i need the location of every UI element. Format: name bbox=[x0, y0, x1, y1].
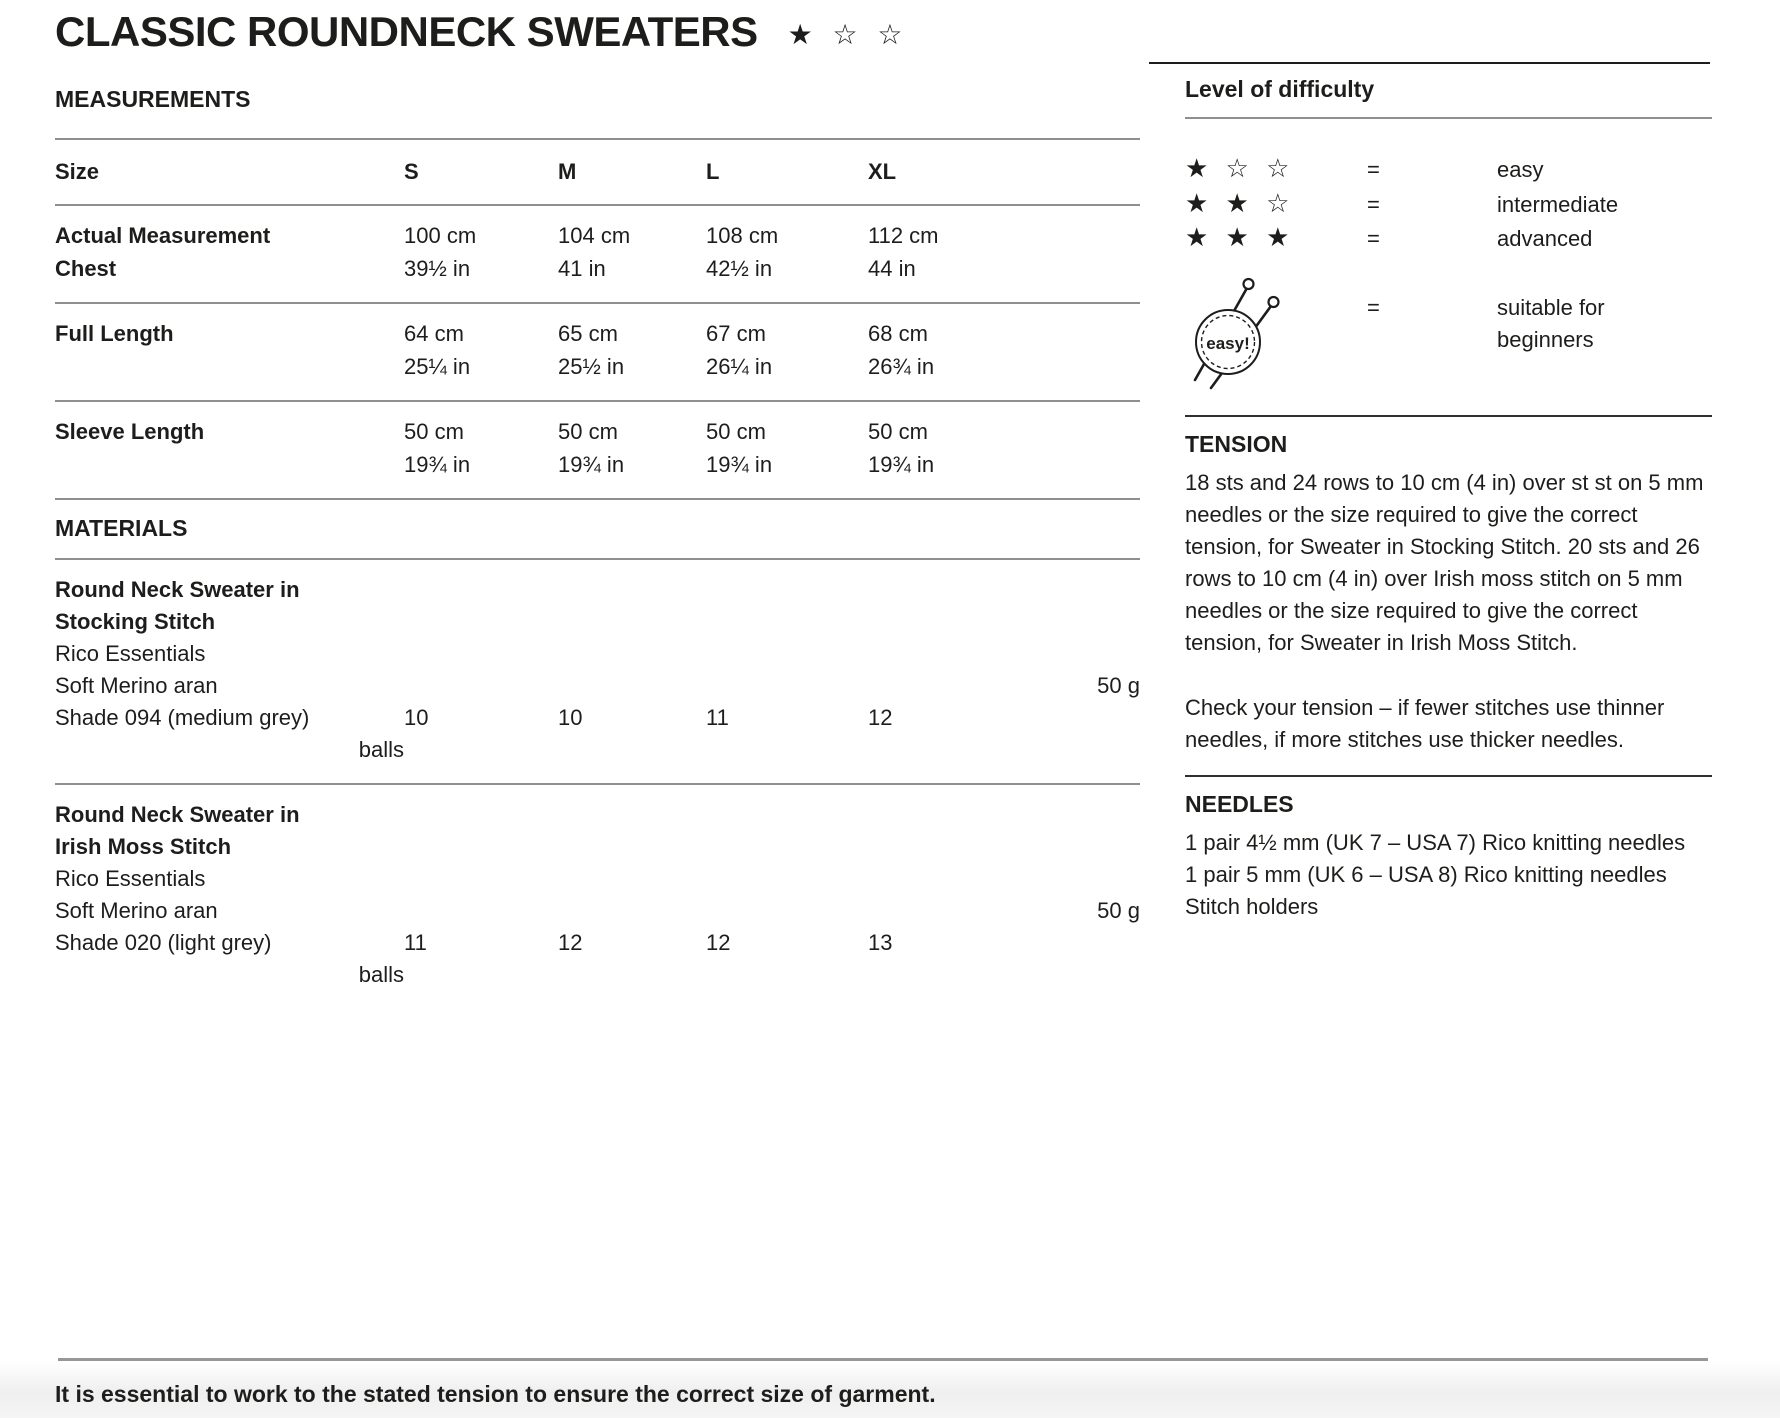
legend-label: intermediate bbox=[1497, 191, 1619, 217]
cell-value: 26¼ in bbox=[706, 354, 773, 379]
table-row-full-length bbox=[55, 304, 1140, 400]
cell-value: 50 cm bbox=[706, 419, 766, 444]
row-label bbox=[55, 448, 404, 481]
row-label: Sleeve Length bbox=[55, 419, 205, 444]
unit-weight: 50 g bbox=[1097, 673, 1140, 698]
title-row bbox=[55, 10, 1140, 54]
equals-sign: = bbox=[1367, 191, 1380, 217]
cell-value: 65 cm bbox=[558, 321, 618, 346]
yarn-ball-needles-icon bbox=[1185, 268, 1367, 399]
needle-item: 1 pair 5 mm (UK 6 – USA 8) Rico knitting needles bbox=[1185, 861, 1667, 887]
material-brand: Rico Essentials bbox=[55, 866, 206, 891]
size-label: Size bbox=[55, 159, 100, 184]
unit-weight: 50 g bbox=[1097, 898, 1140, 923]
legend-label: advanced bbox=[1497, 226, 1593, 251]
cell-value: 25¼ in bbox=[404, 354, 471, 379]
row-label: Chest bbox=[55, 256, 117, 281]
equals-sign: = bbox=[1367, 226, 1380, 251]
cell-value: 42½ in bbox=[706, 256, 773, 281]
tension-paragraph: 18 sts and 24 rows to 10 cm (4 in) over st st on 5 mm needles or the size required to give the correct tension, for Sweater in Stocking Stitch. 20 sts and 26 rows to 10 cm (4 in) over Irish moss stitch on 5 mm needles or the size required to give the correct tension, for Sweater in Irish Moss Stitch. bbox=[1185, 469, 1704, 655]
material-name: Stocking Stitch bbox=[55, 609, 216, 634]
material-yarn: Soft Merino aran bbox=[55, 898, 218, 923]
divider bbox=[1185, 415, 1712, 417]
needles-list bbox=[1185, 827, 1712, 923]
legend-row-intermediate bbox=[1185, 187, 1712, 222]
cell-value: 100 cm bbox=[404, 223, 477, 248]
equals-sign: = bbox=[1367, 157, 1380, 182]
cell-value: 67 cm bbox=[706, 321, 766, 346]
materials-block-irish-moss-stitch bbox=[55, 785, 1140, 1008]
cell-value: 50 cm bbox=[868, 419, 928, 444]
difficulty-legend bbox=[1185, 152, 1712, 256]
three-star-icon: ★ ★ ★ bbox=[1185, 222, 1295, 252]
quantity-m: 10 bbox=[558, 705, 583, 730]
one-star-icon: ★ ☆ ☆ bbox=[1185, 153, 1295, 183]
materials-heading: MATERIALS bbox=[55, 515, 188, 541]
unit-balls: balls bbox=[358, 737, 404, 762]
cell-value: 64 cm bbox=[404, 321, 464, 346]
difficulty-heading: Level of difficulty bbox=[1185, 76, 1375, 102]
footer-note: It is essential to work to the stated tension to ensure the correct size of garment. bbox=[55, 1381, 936, 1407]
needle-item: Stitch holders bbox=[1185, 893, 1319, 919]
cell-value: 19¾ in bbox=[404, 452, 471, 477]
cell-value: 19¾ in bbox=[558, 452, 625, 477]
cell-value: 44 in bbox=[868, 256, 916, 281]
tension-heading: TENSION bbox=[1185, 430, 1288, 457]
legend-row-easy bbox=[1185, 152, 1712, 187]
cell-value: 104 cm bbox=[558, 223, 631, 248]
cell-value: 19¾ in bbox=[868, 452, 935, 477]
cell-value: 26¾ in bbox=[868, 354, 935, 379]
quantity-l: 11 bbox=[706, 705, 729, 730]
svg-text:easy!: easy! bbox=[1206, 333, 1250, 353]
needle-item: 1 pair 4½ mm (UK 7 – USA 7) Rico knitting needles bbox=[1185, 829, 1686, 855]
quantity-s: 10 bbox=[404, 705, 429, 730]
material-brand: Rico Essentials bbox=[55, 641, 206, 666]
material-name: Round Neck Sweater in bbox=[55, 577, 300, 602]
materials-block-stocking-stitch bbox=[55, 560, 1140, 783]
cell-value: 39½ in bbox=[404, 256, 471, 281]
material-name: Irish Moss Stitch bbox=[55, 834, 232, 859]
measurements-heading: MEASUREMENTS bbox=[55, 86, 251, 112]
material-shade: Shade 020 (light grey) bbox=[55, 930, 272, 955]
cell-value: 50 cm bbox=[558, 419, 618, 444]
divider bbox=[1185, 117, 1712, 119]
left-column bbox=[55, 0, 1140, 1008]
size-l: L bbox=[706, 159, 720, 184]
right-column bbox=[1185, 0, 1712, 923]
equals-sign: = bbox=[1367, 294, 1380, 320]
quantity-xl: 13 bbox=[868, 930, 893, 955]
tension-check-paragraph: Check your tension – if fewer stitches use thinner needles, if more stitches use thicker needles. bbox=[1185, 694, 1665, 752]
table-row-chest bbox=[55, 206, 1140, 302]
footer-divider bbox=[58, 1358, 1708, 1361]
legend-label: easy bbox=[1497, 157, 1544, 182]
legend-label: suitable for beginners bbox=[1497, 294, 1605, 352]
cell-value: 25½ in bbox=[558, 354, 625, 379]
size-s: S bbox=[404, 159, 419, 184]
row-label: Full Length bbox=[55, 321, 174, 346]
size-xl: XL bbox=[868, 159, 897, 184]
cell-value: 112 cm bbox=[868, 223, 939, 248]
material-name: Round Neck Sweater in bbox=[55, 802, 300, 827]
cell-value: 41 in bbox=[558, 256, 606, 281]
quantity-m: 12 bbox=[558, 930, 583, 955]
legend-row-beginner bbox=[1185, 268, 1712, 399]
row-label: Actual Measurement bbox=[55, 223, 271, 248]
quantity-l: 12 bbox=[706, 930, 731, 955]
cell-value: 50 cm bbox=[404, 419, 464, 444]
cell-value: 68 cm bbox=[868, 321, 928, 346]
unit-balls: balls bbox=[358, 962, 404, 987]
needles-heading: NEEDLES bbox=[1185, 790, 1294, 817]
cell-value: 19¾ in bbox=[706, 452, 773, 477]
row-label bbox=[55, 350, 404, 383]
two-star-icon: ★ ★ ☆ bbox=[1185, 187, 1295, 218]
size-m: M bbox=[558, 159, 577, 184]
material-yarn: Soft Merino aran bbox=[55, 673, 218, 698]
table-row-sleeve-length bbox=[55, 402, 1140, 498]
cell-value: 108 cm bbox=[706, 223, 779, 248]
page-title: CLASSIC ROUNDNECK SWEATERS bbox=[55, 8, 758, 55]
quantity-s: 11 bbox=[404, 930, 427, 955]
quantity-xl: 12 bbox=[868, 705, 893, 730]
divider bbox=[1185, 775, 1712, 777]
material-shade: Shade 094 (medium grey) bbox=[55, 705, 310, 730]
size-header-row bbox=[55, 140, 1140, 204]
title-difficulty-stars-icon: ★ ☆ ☆ bbox=[787, 19, 909, 50]
legend-row-advanced bbox=[1185, 221, 1712, 256]
